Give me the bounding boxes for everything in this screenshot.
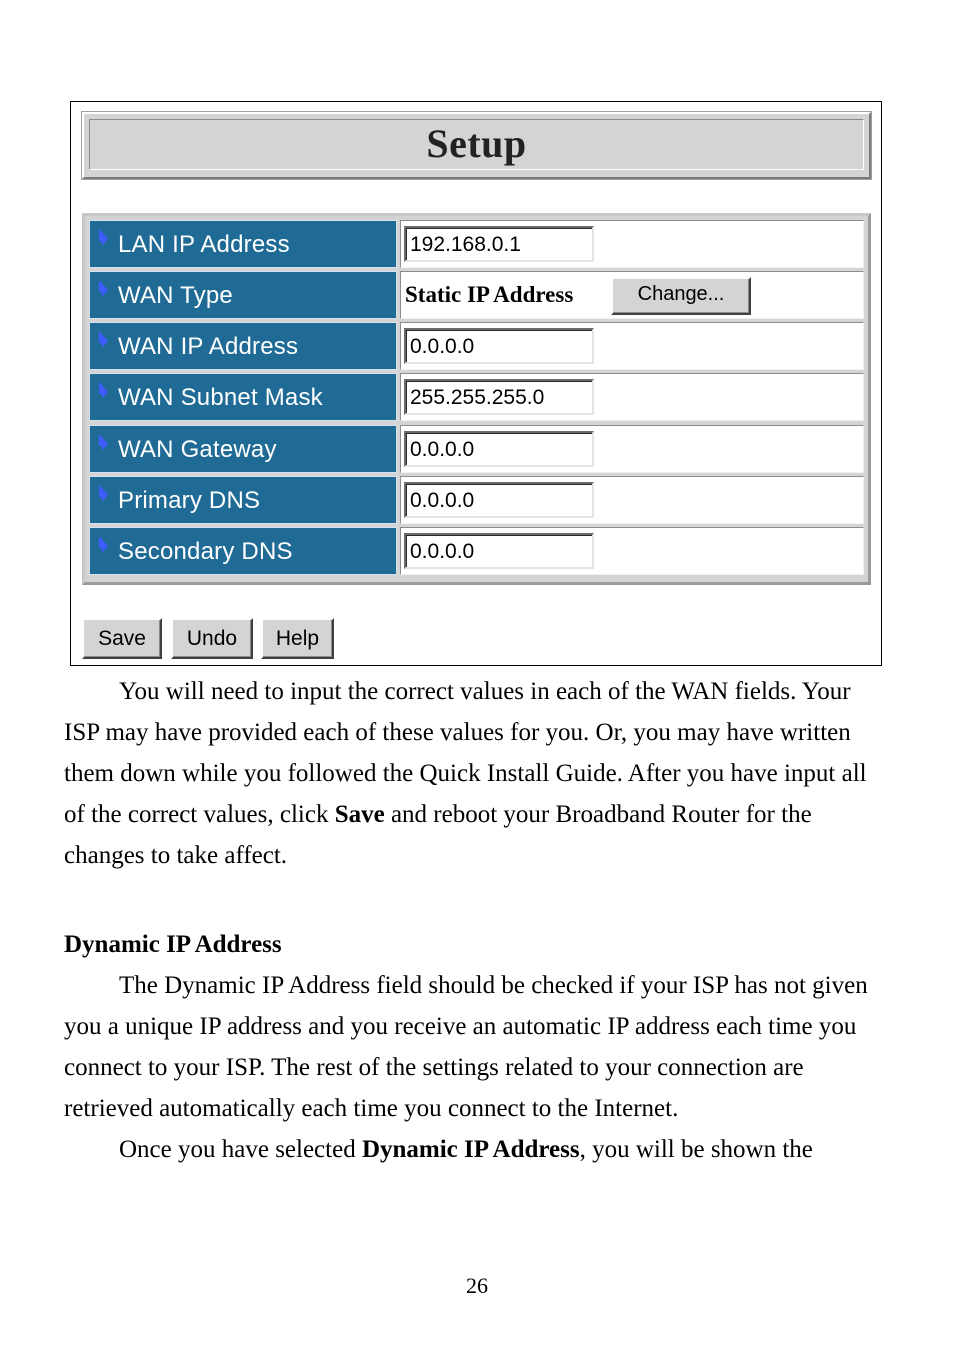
wan-subnet-mask-input[interactable]: 255.255.255.0 [404,379,594,415]
row-label: LAN IP Address [89,220,397,268]
setup-title: Setup [426,121,527,166]
primary-dns-input[interactable]: 0.0.0.0 [404,482,594,518]
row-label: Primary DNS [89,476,397,524]
wan-type-value: Static IP Address [405,282,574,307]
arrow-right-icon [99,485,108,505]
row-wan-ip-address [89,322,865,370]
row-secondary-dns [89,527,865,575]
row-lan-ip-address [89,220,865,268]
paragraph-dynamic-ip: The Dynamic IP Address field should be checked if your ISP has not given you a unique IP address and you receive an automatic IP address each time you connect to your ISP. The rest of the settings related to your connection are retrieved automatically each time you connect to the Internet. [64,972,868,1122]
row-label: WAN IP Address [89,322,397,370]
arrow-right-icon [99,536,108,556]
paragraph-once-selected: Once you have selected Dynamic IP Address, you will be shown the [119,1136,813,1163]
dynamic-ip-section [64,924,884,1170]
row-primary-dns [89,476,865,524]
arrow-right-icon [99,229,108,249]
row-label: WAN Subnet Mask [89,373,397,421]
row-label: Secondary DNS [89,527,397,575]
change-button[interactable]: Change... [611,277,751,315]
help-button[interactable]: Help [261,618,334,659]
paragraph-wan-fields: You will need to input the correct values in each of the WAN fields. Your ISP may have provided each of these values for you. Or, you may have written them down while you followed the Quick Install Guide. After you have input all of the correct values, click Save and reboot your Broadband Router for the changes to take affect. [64,678,867,869]
wan-ip-address-input[interactable]: 0.0.0.0 [404,328,594,364]
undo-button[interactable]: Undo [171,618,253,659]
arrow-right-icon [99,434,108,454]
section-heading: Dynamic IP Address [64,931,282,958]
row-wan-type [89,271,865,319]
lan-ip-address-input[interactable]: 192.168.0.1 [404,226,594,262]
row-wan-subnet-mask [89,373,865,421]
row-label: WAN Gateway [89,425,397,473]
arrow-right-icon [99,382,108,402]
row-label: WAN Type [89,271,397,319]
arrow-right-icon [99,331,108,351]
save-button[interactable]: Save [82,618,162,659]
setup-screenshot [70,101,882,666]
setup-title-bar [82,112,871,179]
row-wan-gateway [89,425,865,473]
page-number: 26 [466,1273,488,1298]
secondary-dns-input[interactable]: 0.0.0.0 [404,533,594,569]
body-text [64,671,884,876]
arrow-right-icon [99,280,108,300]
setup-form-table [82,213,871,585]
wan-gateway-input[interactable]: 0.0.0.0 [404,431,594,467]
